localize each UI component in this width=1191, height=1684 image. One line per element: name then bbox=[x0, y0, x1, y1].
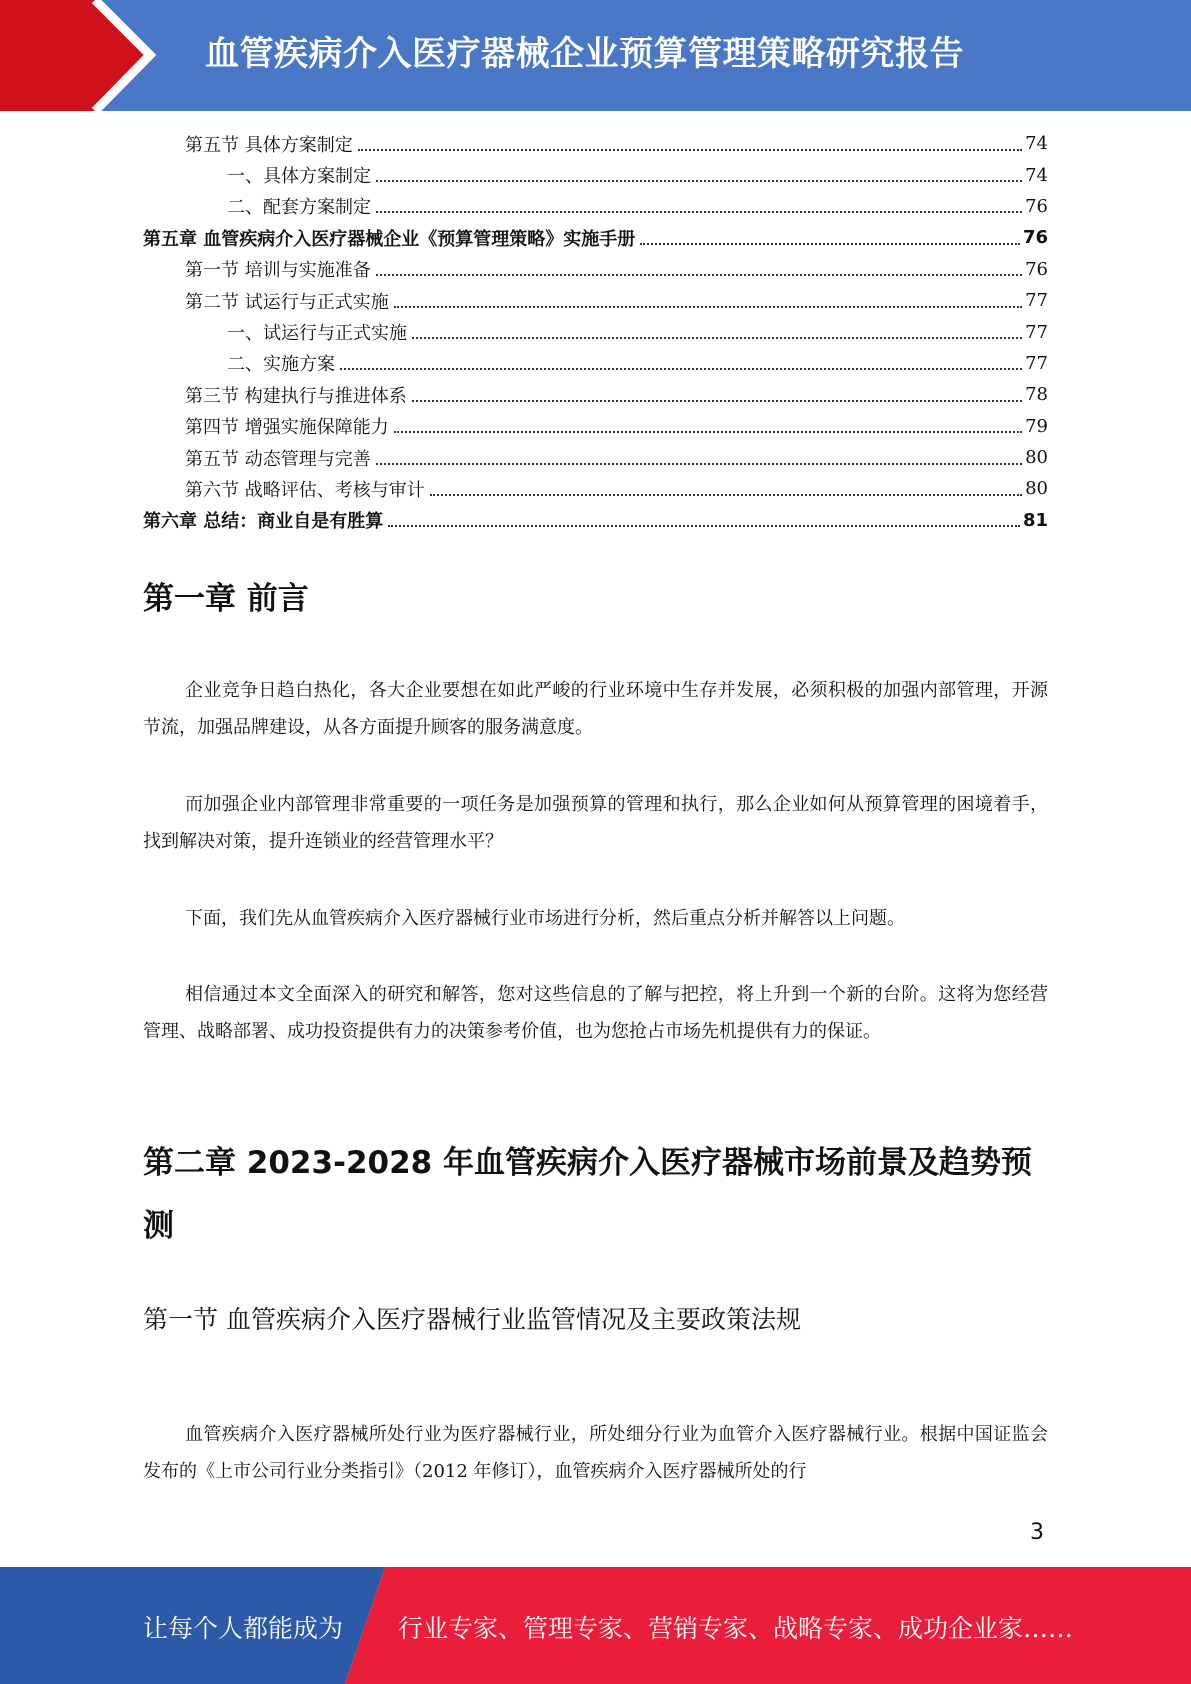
toc-entry-label: 第三节 构建执行与推进体系 bbox=[185, 385, 407, 407]
toc-entry-page: 77 bbox=[1025, 321, 1048, 343]
toc-entry[interactable] bbox=[143, 159, 1048, 190]
toc-entry-label: 第四节 增强实施保障能力 bbox=[185, 417, 389, 439]
toc-entry-page: 77 bbox=[1025, 290, 1048, 312]
toc-entry-label: 第五节 动态管理与完善 bbox=[185, 448, 371, 470]
toc-entry[interactable] bbox=[143, 411, 1048, 442]
toc-entry-label: 第二节 试运行与正式实施 bbox=[185, 291, 389, 313]
toc-leader-dots bbox=[430, 494, 1022, 496]
toc-leader-dots bbox=[358, 149, 1022, 151]
toc-entry-label: 一、试运行与正式实施 bbox=[227, 323, 407, 345]
toc-entry-label: 第一节 培训与实施准备 bbox=[185, 260, 371, 282]
table-of-contents bbox=[143, 128, 1048, 536]
toc-leader-dots bbox=[412, 400, 1022, 402]
toc-entry[interactable] bbox=[143, 348, 1048, 379]
toc-entry[interactable] bbox=[143, 379, 1048, 410]
toc-leader-dots bbox=[376, 463, 1022, 465]
toc-entry-label: 二、配套方案制定 bbox=[227, 197, 371, 219]
toc-entry[interactable] bbox=[143, 128, 1048, 159]
toc-entry-label: 第六节 战略评估、考核与审计 bbox=[185, 479, 425, 501]
toc-leader-dots bbox=[388, 525, 1020, 527]
footer-slogan-right: 行业专家、管理专家、营销专家、战略专家、成功企业家…… bbox=[398, 1614, 1074, 1643]
toc-entry-page: 74 bbox=[1025, 164, 1048, 186]
toc-entry-page: 80 bbox=[1025, 447, 1048, 469]
paragraph-5: 血管疾病介入医疗器械所处行业为医疗器械行业，所处细分行业为血管介入医疗器械行业。根据中国证监会发布的《上市公司行业分类指引》（2012 年修订），血管疾病介入医疗器械所处的行 bbox=[143, 1424, 1048, 1482]
toc-entry-page: 79 bbox=[1025, 415, 1048, 437]
toc-leader-dots bbox=[376, 274, 1022, 276]
toc-entry-page: 76 bbox=[1025, 258, 1048, 280]
toc-entry-page: 77 bbox=[1025, 352, 1048, 374]
toc-entry[interactable] bbox=[143, 442, 1048, 473]
toc-leader-dots bbox=[394, 431, 1022, 433]
page-number: 3 bbox=[1030, 1520, 1044, 1545]
toc-entry-label: 一、具体方案制定 bbox=[227, 166, 371, 188]
toc-entry-page: 78 bbox=[1025, 384, 1048, 406]
toc-leader-dots bbox=[640, 243, 1020, 245]
toc-entry[interactable] bbox=[143, 505, 1048, 536]
toc-leader-dots bbox=[340, 368, 1022, 370]
toc-entry-page: 76 bbox=[1022, 227, 1048, 249]
toc-entry-page: 76 bbox=[1025, 195, 1048, 217]
section-1-title: 第一节 血管疾病介入医疗器械行业监管情况及主要政策法规 bbox=[143, 1305, 801, 1334]
toc-entry[interactable] bbox=[143, 222, 1048, 253]
paragraph-1: 企业竞争日趋白热化，各大企业要想在如此严峻的行业环境中生存并发展，必须积极的加强内部管理，开源节流，加强品牌建设，从各方面提升顾客的服务满意度。 bbox=[143, 680, 1048, 738]
toc-entry-label: 第五章 血管疾病介入医疗器械企业《预算管理策略》实施手册 bbox=[143, 228, 636, 250]
paragraph-2: 而加强企业内部管理非常重要的一项任务是加强预算的管理和执行，那么企业如何从预算管理的困境着手，找到解决对策，提升连锁业的经营管理水平？ bbox=[143, 794, 1048, 852]
toc-leader-dots bbox=[376, 180, 1022, 182]
toc-entry-label: 第六章 总结：商业自是有胜算 bbox=[143, 511, 384, 533]
chapter-1-title: 第一章 前言 bbox=[143, 581, 309, 617]
footer-banner bbox=[0, 1567, 1191, 1684]
footer-slogan-left: 让每个人都能成为 bbox=[143, 1614, 344, 1643]
toc-entry[interactable] bbox=[143, 254, 1048, 285]
toc-entry[interactable] bbox=[143, 285, 1048, 316]
toc-entry-label: 第五节 具体方案制定 bbox=[185, 134, 353, 156]
chapter-2-title: 第二章 2023-2028 年血管疾病介入医疗器械市场前景及趋势预测 bbox=[143, 1145, 1033, 1244]
toc-entry[interactable] bbox=[143, 473, 1048, 504]
header-banner bbox=[0, 0, 1191, 111]
toc-leader-dots bbox=[412, 337, 1022, 339]
report-title: 血管疾病介入医疗器械企业预算管理策略研究报告 bbox=[205, 34, 964, 74]
paragraph-4: 相信通过本文全面深入的研究和解答，您对这些信息的了解与把控，将上升到一个新的台阶。这将为您经营管理、战略部署、成功投资提供有力的决策参考价值，也为您抢占市场先机提供有力的保证。 bbox=[143, 984, 1048, 1042]
toc-entry[interactable] bbox=[143, 316, 1048, 347]
paragraph-3: 下面，我们先从血管疾病介入医疗器械行业市场进行分析，然后重点分析并解答以上问题。 bbox=[185, 908, 905, 929]
toc-entry-page: 74 bbox=[1025, 133, 1048, 155]
toc-entry-page: 80 bbox=[1025, 478, 1048, 500]
toc-entry-label: 二、实施方案 bbox=[227, 354, 335, 376]
toc-leader-dots bbox=[376, 211, 1022, 213]
toc-entry-page: 81 bbox=[1022, 509, 1048, 531]
red-chevron-icon bbox=[0, 0, 160, 111]
toc-leader-dots bbox=[394, 306, 1022, 308]
toc-entry[interactable] bbox=[143, 191, 1048, 222]
